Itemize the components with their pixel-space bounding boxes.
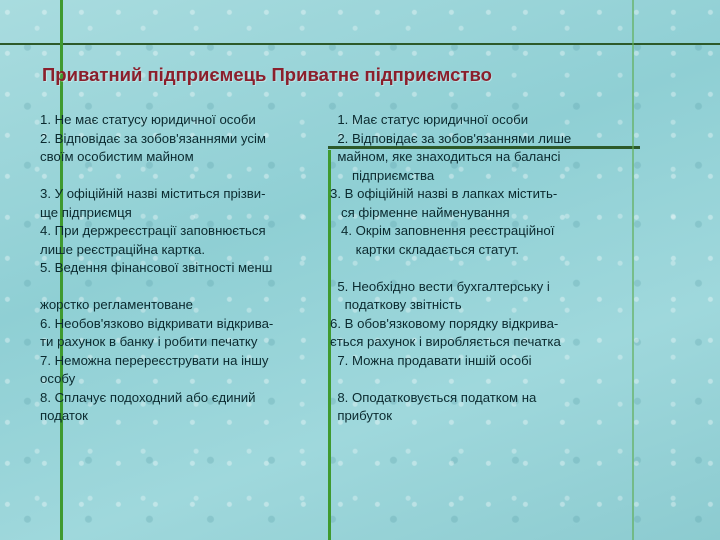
right-line: ється рахунок і виробляється печатка	[330, 334, 561, 349]
right-line: ся фірменне найменування	[330, 204, 510, 220]
right-line: майном, яке знаходиться на балансі	[330, 149, 561, 164]
right-column-private-enterprise	[330, 111, 650, 426]
right-line: 1. Має статус юридичної особи	[330, 112, 529, 127]
left-line: своїм особистим майном	[40, 149, 194, 164]
slide-title: Приватний підприємець Приватне підприємство	[42, 64, 492, 85]
right-line: 7. Можна продавати іншій особі	[330, 352, 532, 368]
right-line: 4. Окрім заповнення реєстраційної	[330, 223, 555, 238]
right-line	[330, 370, 650, 389]
left-line: 2. Відповідає за зобов'язаннями усім	[40, 130, 266, 146]
left-line: 8. Сплачує подоходний або єдиний	[40, 389, 256, 405]
right-line: прибуток	[330, 408, 393, 423]
left-line	[40, 278, 330, 297]
left-line: податок	[40, 408, 88, 423]
right-line	[330, 259, 650, 278]
right-line: 8. Оподатковується податком на	[330, 389, 537, 405]
left-line: 7. Неможна перереєструвати на іншу	[40, 352, 269, 368]
left-line: ще підприємця	[40, 204, 132, 220]
left-column-private-entrepreneur	[40, 111, 330, 426]
left-line: жорстко регламентоване	[40, 297, 193, 312]
left-line: 4. При держреєстрації заповнюється	[40, 223, 266, 238]
left-line: 3. У офіційній назві міститься прізви-	[40, 186, 266, 201]
right-line: 2. Відповідає за зобов'язаннями лише	[330, 130, 572, 146]
left-line: 1. Не має статусу юридичної особи	[40, 112, 256, 127]
left-line: лише реєстраційна картка.	[40, 241, 206, 257]
right-line: податкову звітність	[330, 297, 462, 312]
left-line: особу	[40, 371, 76, 386]
left-line: 5. Ведення фінансової звітності менш	[40, 260, 273, 275]
left-line: ти рахунок в банку і робити печатку	[40, 334, 258, 349]
right-line: 6. В обов'язковому порядку відкрива-	[330, 315, 559, 331]
top-rule	[0, 43, 720, 45]
left-line	[40, 167, 330, 186]
right-line: 5. Необхідно вести бухгалтерську і	[330, 278, 550, 294]
left-line: 6. Необов'язково відкривати відкрива-	[40, 315, 274, 331]
right-line: картки складається статут.	[330, 241, 520, 257]
right-line: 3. В офіційній назві в лапках містить-	[330, 186, 558, 201]
right-line: підприємства	[330, 167, 435, 183]
